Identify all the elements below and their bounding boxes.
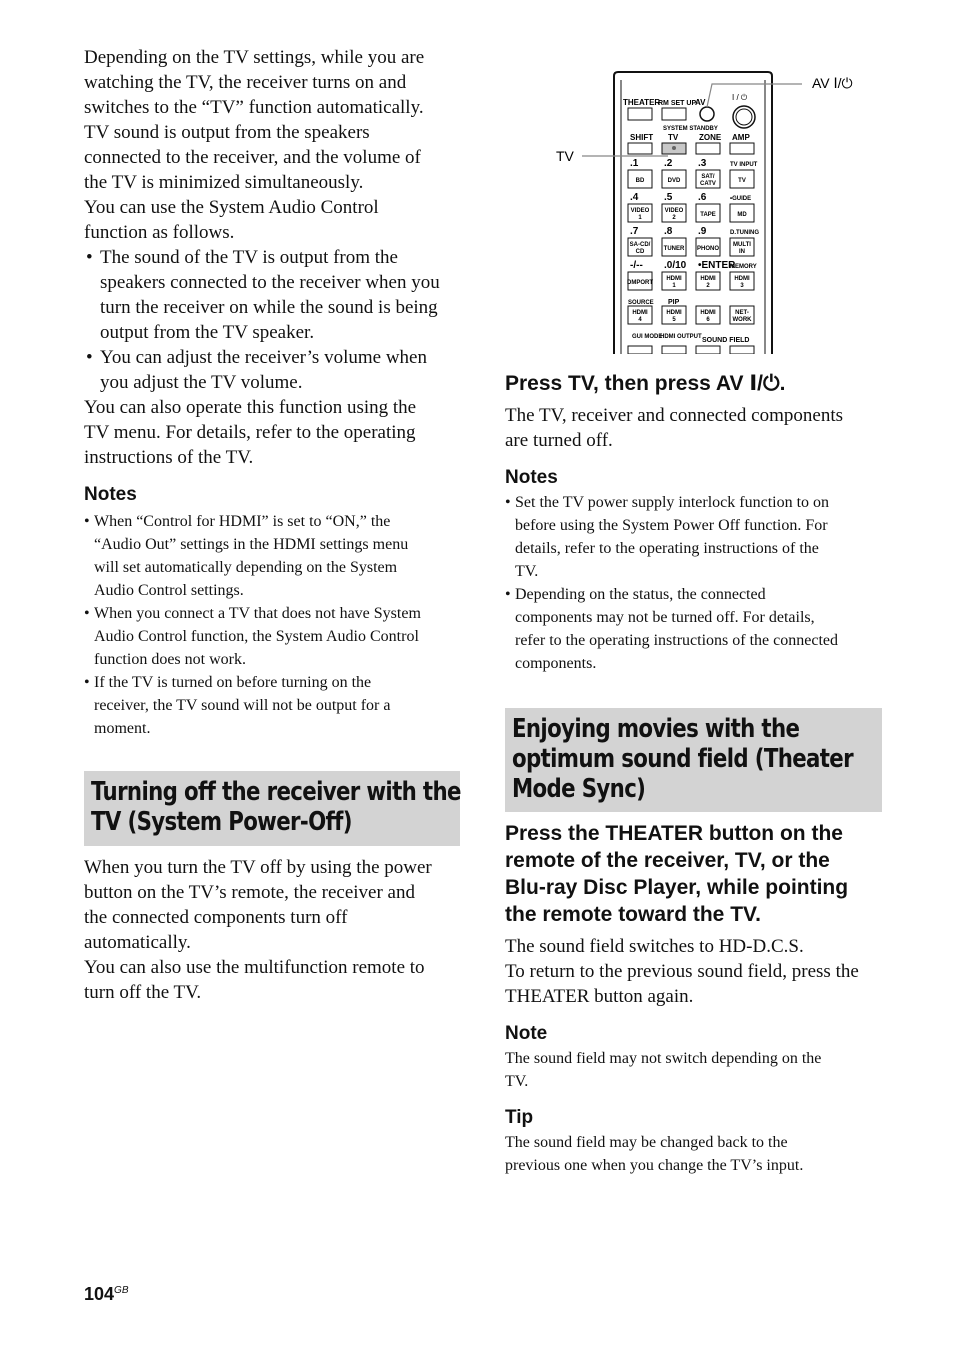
tv-button-dot — [672, 146, 676, 150]
remote-key-label: MD — [737, 212, 747, 218]
tip-line: previous one when you change the TV’s input. — [505, 1157, 804, 1174]
note-line: Audio Control function, the System Audio Control — [94, 628, 419, 645]
note-line: moment. — [94, 720, 151, 737]
remote-key-label: 1 — [638, 215, 642, 221]
note-title: Note — [505, 1023, 548, 1044]
tip-line: The sound field may be changed back to the — [505, 1134, 788, 1151]
key-number-label: MEMORY — [730, 264, 757, 270]
section-heading-theater-mode-sync — [505, 708, 882, 812]
intro-line: TV sound is output from the speakers — [84, 122, 370, 143]
av-power-button[interactable] — [700, 107, 714, 121]
key-number-label: .9 — [698, 226, 707, 237]
note-line: before using the System Power Off function. For — [515, 517, 828, 534]
remote-key-label: 1 — [672, 283, 676, 289]
list-line: you adjust the TV volume. — [100, 372, 303, 393]
section-heading-line: Turning off the receiver with the — [91, 777, 461, 807]
zone-key-label: ZONE — [699, 133, 722, 142]
note-line: receiver, the TV sound will not be output for a — [94, 697, 391, 714]
key-number-label: .6 — [698, 192, 707, 203]
step-heading-line: Press the THEATER button on the — [505, 822, 843, 845]
page-number-suffix: GB — [114, 1285, 129, 1296]
section-heading-line: optimum sound field (Theater — [512, 744, 853, 774]
key-number-label: TV INPUT — [730, 162, 758, 168]
note-item — [84, 602, 464, 671]
remote-key-label: 2 — [706, 283, 710, 289]
remote-key-label: 5 — [672, 317, 676, 323]
remote-key-label: 4 — [638, 317, 642, 323]
section-heading-system-power-off — [84, 771, 460, 846]
step-line: are turned off. — [505, 430, 613, 451]
rmsetup-key-label: RM SET UP — [658, 100, 697, 107]
note-item — [84, 510, 464, 602]
theater-button[interactable] — [628, 108, 652, 120]
key-number-label: .4 — [630, 192, 639, 203]
tip-block — [505, 1107, 890, 1177]
remote-key-label: PHONO — [696, 246, 720, 252]
power-off-paragraph — [84, 855, 464, 1005]
system-standby-label: SYSTEM STANDBY — [663, 126, 718, 132]
remote-key-label: CATV — [700, 181, 716, 187]
key-number-label: .1 — [630, 158, 639, 169]
sound-field-label: SOUND FIELD — [702, 337, 750, 344]
list-line: output from the TV speaker. — [100, 322, 315, 343]
note-line: details, refer to the operating instructions of the — [515, 540, 819, 557]
note-line: • When “Control for HDMI” is set to “ON,” the — [94, 513, 391, 530]
note-line: components. — [515, 655, 597, 672]
list-line: • You can adjust the receiver’s volume when — [100, 347, 427, 368]
step-line: The TV, receiver and connected components — [505, 405, 844, 426]
gui-mode-label: GUI MODE — [632, 334, 663, 340]
remote-key-label: BD — [635, 178, 645, 184]
note-line: • When you connect a TV that does not have System — [94, 605, 421, 622]
tv-key-label: TV — [668, 133, 679, 142]
note-line: Audio Control settings. — [94, 582, 244, 599]
remote-key-label: SA-CD/ — [629, 242, 651, 248]
amp-button[interactable] — [730, 143, 754, 154]
paragraph-line: You can also use the multifunction remote to — [84, 957, 425, 978]
source-label: SOURCE — [628, 300, 654, 306]
remote-key-label: DMPORT — [627, 280, 653, 286]
av-key-label: AV — [695, 98, 706, 107]
note-line: • Set the TV power supply interlock function to on — [515, 494, 830, 511]
list-line: turn the receiver on while the sound is being — [100, 297, 438, 318]
after-line: You can also operate this function using the — [84, 397, 417, 418]
list-line: speakers connected to the receiver when you — [100, 272, 440, 293]
note-line: TV. — [505, 1073, 529, 1090]
page-number — [84, 1284, 129, 1305]
gui-mode-button[interactable] — [628, 346, 652, 354]
step-heading: Press TV, then press AV Ⅰ/⏻. — [505, 372, 786, 395]
remote-key-label: HDMI — [632, 310, 648, 316]
step-heading-line: the remote toward the TV. — [505, 903, 761, 926]
note-item — [84, 671, 464, 740]
note-line: • Depending on the status, the connected — [515, 586, 766, 603]
remote-key-label: TAPE — [700, 212, 716, 218]
remote-key-label: TV — [738, 178, 746, 184]
remote-illustration — [550, 68, 870, 354]
amp-key-label: AMP — [732, 133, 750, 142]
intro-line: function as follows. — [84, 222, 235, 243]
intro-line: switches to the “TV” function automatically. — [84, 97, 424, 118]
note-line: The sound field may not switch depending on the — [505, 1050, 822, 1067]
page-number-value: 104 — [84, 1284, 115, 1304]
list-line: • The sound of the TV is output from the — [100, 247, 398, 268]
notes-list — [505, 491, 885, 675]
key-number-label: .8 — [664, 226, 673, 237]
hdmi-output-label: HDMI OUTPUT — [660, 334, 702, 340]
av-callout-label: AV Ⅰ/⏻ — [812, 75, 853, 91]
note-line: TV. — [515, 563, 539, 580]
notes-title: Notes — [84, 484, 137, 505]
intro-line: the TV is minimized simultaneously. — [84, 172, 364, 193]
section-heading-line: Mode Sync) — [512, 774, 646, 804]
notes-title: Notes — [505, 467, 558, 488]
step-heading-line: Blu-ray Disc Player, while pointing — [505, 876, 849, 899]
note-item — [505, 491, 885, 583]
remote-key-label: MULTI — [733, 242, 751, 248]
key-number-label: •GUIDE — [730, 196, 752, 202]
remote-key-label: 2 — [672, 215, 676, 221]
section-heading-line: TV (System Power-Off) — [91, 807, 352, 837]
notes-block — [84, 484, 464, 740]
paragraph-line: button on the TV’s remote, the receiver and — [84, 882, 415, 903]
notes-list — [84, 510, 464, 740]
remote-key-label: WORK — [732, 317, 752, 323]
feature-list — [84, 245, 464, 395]
note-block — [505, 1023, 890, 1093]
note-line: components may not be turned off. For details, — [515, 609, 815, 626]
tv-callout-label: TV — [556, 148, 574, 164]
note-line: “Audio Out” settings in the HDMI settings menu — [94, 536, 409, 553]
shift-key-label: SHIFT — [630, 133, 654, 142]
key-number-label: .7 — [630, 226, 639, 237]
remote-key-label: HDMI — [666, 276, 682, 282]
step-line: THEATER button again. — [505, 986, 694, 1007]
remote-key-label: DVD — [667, 178, 681, 184]
remote-key-label: 6 — [706, 317, 710, 323]
remote-key-label: NET- — [735, 310, 749, 316]
note-line: refer to the operating instructions of the connected — [515, 632, 838, 649]
remote-key-label: 3 — [740, 283, 744, 289]
remote-key-label: IN — [739, 249, 745, 255]
sound-field-minus-button[interactable] — [696, 346, 720, 354]
theater-key-label: THEATER — [623, 98, 661, 107]
sound-field-plus-button[interactable] — [730, 346, 754, 354]
step-line: To return to the previous sound field, press the — [505, 961, 859, 982]
intro-paragraph — [84, 45, 464, 470]
remote-key-label: HDMI — [666, 310, 682, 316]
step-heading-line: remote of the receiver, TV, or the — [505, 849, 830, 872]
rmsetup-button[interactable] — [662, 108, 686, 120]
zone-button[interactable] — [696, 143, 720, 154]
step-line: The sound field switches to HD-D.C.S. — [505, 936, 804, 957]
remote-key-label: CD — [635, 249, 645, 255]
paragraph-line: the connected components turn off — [84, 907, 348, 928]
list-item — [84, 345, 464, 395]
key-number-label: •ENTER — [698, 260, 736, 271]
step-press-theater — [505, 820, 890, 1009]
pip-label: PIP — [668, 299, 680, 306]
intro-line: Depending on the TV settings, while you are — [84, 47, 425, 68]
after-line: instructions of the TV. — [84, 447, 254, 468]
tip-title: Tip — [505, 1107, 534, 1128]
remote-key-label: HDMI — [700, 310, 716, 316]
section-heading-line: Enjoying movies with the — [512, 714, 800, 744]
key-number-label: .0/10 — [664, 260, 687, 271]
note-line: function does not work. — [94, 651, 246, 668]
paragraph-line: When you turn the TV off by using the power — [84, 857, 432, 878]
remote-key-label: HDMI — [700, 276, 716, 282]
remote-key-label: SAT/ — [701, 174, 715, 180]
key-number-label: D.TUNING — [730, 230, 759, 236]
key-number-label: -/-- — [630, 260, 643, 271]
remote-key-label: VIDEO — [664, 208, 684, 214]
paragraph-line: automatically. — [84, 932, 191, 953]
key-number-label: .3 — [698, 158, 707, 169]
key-number-label: .2 — [664, 158, 673, 169]
intro-line: watching the TV, the receiver turns on and — [84, 72, 407, 93]
intro-line: connected to the receiver, and the volume of — [84, 147, 421, 168]
paragraph-line: turn off the TV. — [84, 982, 202, 1003]
remote-key-label: TUNER — [663, 246, 685, 252]
remote-key-label: HDMI — [734, 276, 750, 282]
step-press-tv — [505, 370, 885, 453]
power-key-label: I / ⏻ — [732, 93, 748, 102]
note-line: will set automatically depending on the System — [94, 559, 398, 576]
shift-button[interactable] — [628, 143, 652, 154]
remote-key-label: VIDEO — [630, 208, 650, 214]
after-line: TV menu. For details, refer to the operating — [84, 422, 416, 443]
list-item — [84, 245, 464, 345]
note-line: • If the TV is turned on before turning on the — [94, 674, 372, 691]
hdmi-output-button[interactable] — [662, 346, 686, 354]
intro-line: You can use the System Audio Control — [84, 197, 379, 218]
note-item — [505, 583, 885, 675]
right-notes-block — [505, 467, 885, 675]
key-number-label: .5 — [664, 192, 673, 203]
